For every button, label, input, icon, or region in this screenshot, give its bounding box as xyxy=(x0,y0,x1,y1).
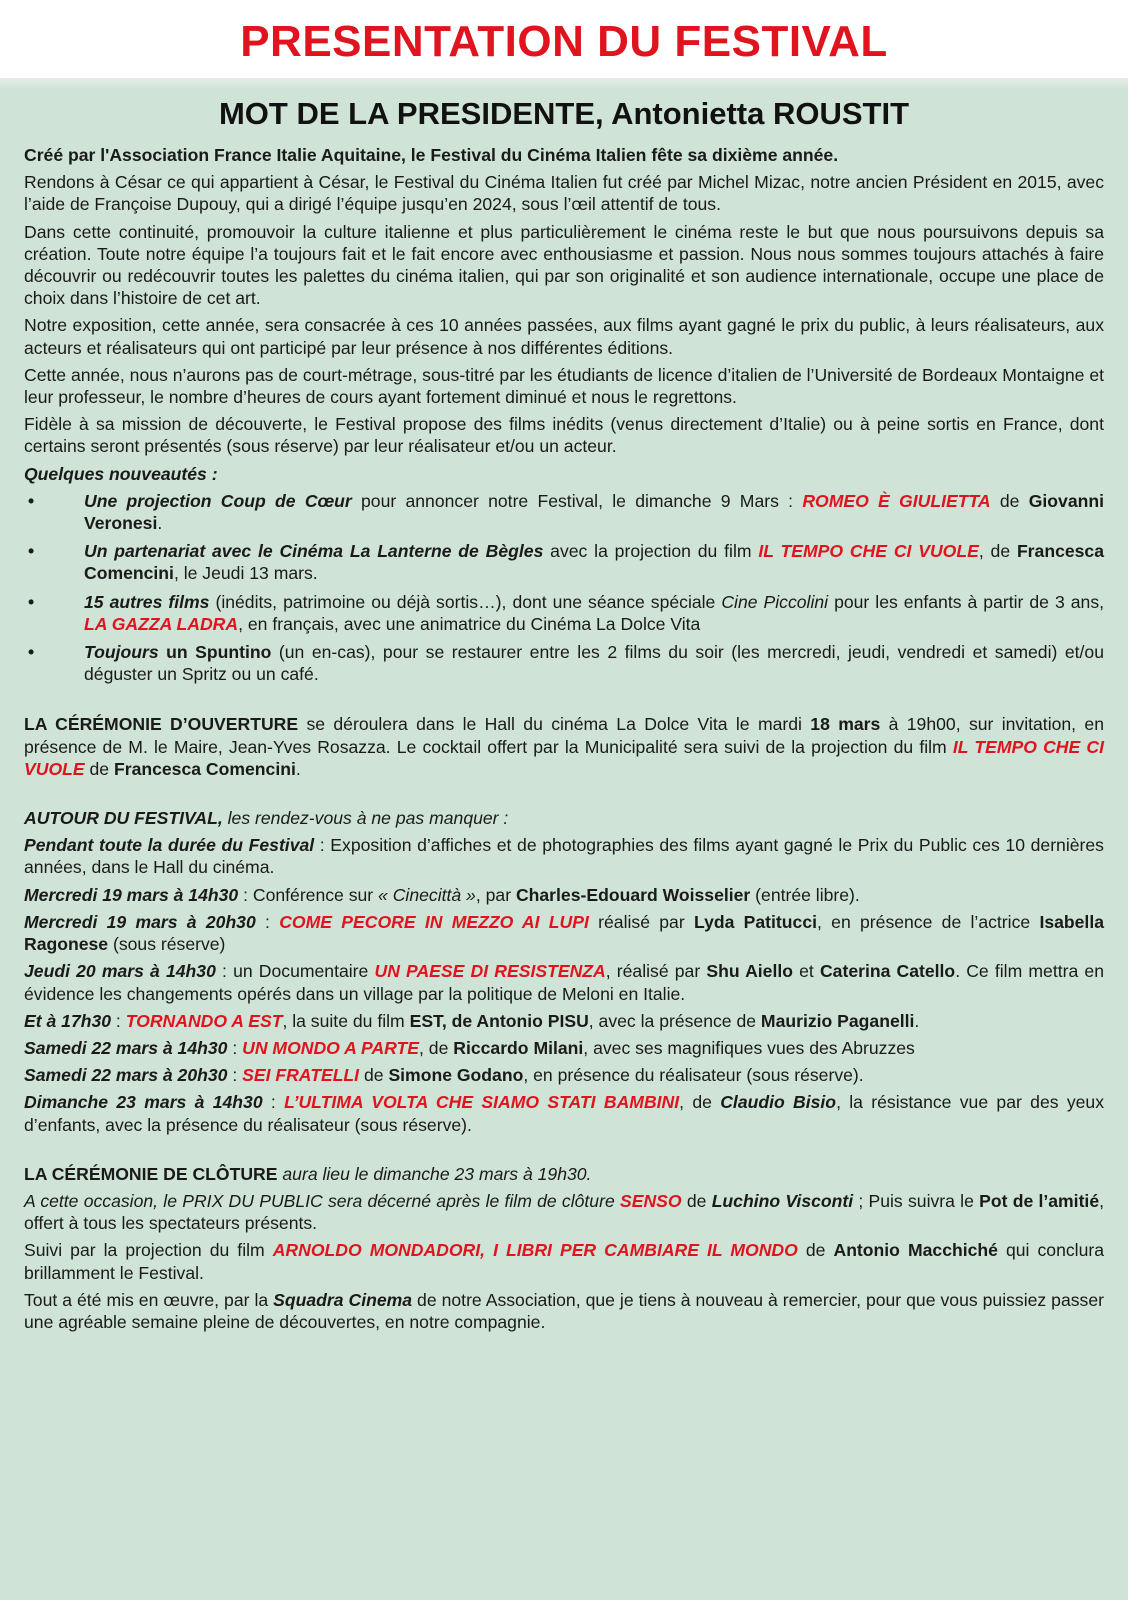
text: : xyxy=(111,1010,126,1031)
opening-ceremony xyxy=(24,713,1104,780)
intro-paragraph-2: Dans cette continuité, promouvoir la culture italienne et plus particulièrement le cinéma reste le but que nous poursuivons depuis sa création. Toute notre équipe l’a toujours fait et le fait encore avec enthousiasme et passion. Nous nous sommes toujours attachés à faire découvrir ou redécouvrir toutes les palettes du cinéma italien, qui par son originalité et son audience internationale, occupe une place de choix dans l’histoire de cet art. xyxy=(24,221,1104,309)
section-sub: les rendez-vous à ne pas manquer : xyxy=(222,808,509,829)
section-lead: AUTOUR DU FESTIVAL, xyxy=(24,808,223,829)
text: , de xyxy=(679,1092,721,1113)
news-heading: Quelques nouveautés : xyxy=(24,463,218,484)
text: , offert à tous les spectateurs présents. xyxy=(24,1190,1104,1234)
text: de xyxy=(797,1240,834,1261)
list-item xyxy=(24,641,1104,685)
person-name: Caterina Catello xyxy=(819,961,956,982)
director-name: Giovanni Veronesi xyxy=(84,490,1104,534)
text: se déroulera dans le Hall du cinéma La Dolce Vita le mardi xyxy=(298,714,811,735)
text: : Conférence sur xyxy=(238,884,379,905)
event-when: Dimanche 23 mars à 14h30 xyxy=(24,1092,263,1113)
text: de xyxy=(84,758,114,779)
event-when: Samedi 22 mars à 20h30 xyxy=(24,1065,228,1086)
event-item xyxy=(24,960,1104,1004)
text: : xyxy=(227,1037,243,1058)
film-title: L’ULTIMA VOLTA CHE SIAMO STATI BAMBINI xyxy=(284,1092,680,1113)
person-name: Lyda Patitucci xyxy=(693,911,817,932)
text: à 19h00, sur invitation, en présence de M. le Maire, Jean-Yves Rosazza. Le cocktail offert par la Municipalité sera suivi de la projection du film xyxy=(24,714,1104,757)
event-item xyxy=(24,911,1104,955)
event-when: Mercredi 19 mars à 20h30 xyxy=(24,911,256,932)
news-list xyxy=(24,490,1104,686)
bold-text: Pot de l’amitié xyxy=(979,1190,1100,1211)
text: . xyxy=(914,1010,920,1031)
date: 18 mars xyxy=(810,714,881,735)
text: de xyxy=(359,1065,389,1086)
page-title: PRESENTATION DU FESTIVAL xyxy=(240,17,888,66)
item-text: de xyxy=(990,490,1029,511)
text: : xyxy=(262,1092,285,1113)
closing-paragraph-3 xyxy=(24,1289,1104,1333)
film-title: IL TEMPO CHE CI VUOLE xyxy=(758,541,979,562)
bullet-icon: • xyxy=(28,642,35,663)
subtitle: MOT DE LA PRESIDENTE, Antonietta ROUSTIT xyxy=(218,96,910,131)
text: Tout a été mis en œuvre, par la xyxy=(24,1289,274,1310)
item-text: pour les enfants à partir de 3 ans, xyxy=(828,591,1105,612)
event-item xyxy=(24,1091,1104,1135)
closing-paragraph-2 xyxy=(24,1239,1104,1283)
list-item xyxy=(24,591,1104,635)
text: : xyxy=(255,911,280,932)
item-text: avec la projection du film xyxy=(543,541,759,562)
event-when: Pendant toute la durée du Festival xyxy=(24,835,315,856)
text: , en présence du réalisateur (sous réserve). xyxy=(523,1065,864,1086)
item-text: (un en-cas), pour se restaurer entre les 2 films du soir (les mercredi, jeudi, vendredi et samedi) et/ou déguster un Spritz ou un café. xyxy=(84,642,1104,685)
spacer xyxy=(24,691,1104,713)
text: de notre Association, que je tiens à nouveau à remercier, pour que vous puissiez passer une agréable semaine pleine de découvertes, en notre compagnie. xyxy=(24,1289,1104,1332)
item-text: pour annoncer notre Festival, le dimanche 9 Mars : xyxy=(351,490,803,511)
text: A cette occasion, le PRIX DU PUBLIC sera décerné après le film de clôture xyxy=(24,1190,620,1211)
item-lead: Un partenariat avec le Cinéma La Lanterne de Bègles xyxy=(84,541,544,562)
text: qui conclura brillamment le Festival. xyxy=(24,1240,1104,1283)
event-item xyxy=(24,834,1104,878)
event-item xyxy=(24,884,1104,906)
closing-heading xyxy=(24,1163,1104,1185)
text: réalisé par xyxy=(588,911,694,932)
section-lead: LA CÉRÉMONIE DE CLÔTURE xyxy=(24,1163,278,1184)
person-name: Antonio Macchiché xyxy=(833,1240,998,1261)
list-item xyxy=(24,490,1104,534)
event-when: Jeudi 20 mars à 14h30 xyxy=(24,961,216,982)
person-name: Shu Aiello xyxy=(706,961,793,982)
event-item xyxy=(24,1037,1104,1059)
bullet-icon: • xyxy=(28,541,35,562)
intro-paragraph-4: Cette année, nous n’aurons pas de court-métrage, sous-titré par les étudiants de licence d’italien de l’Université de Bordeaux Montaigne et leur professeur, le nombre d’heures de cours ayant fortement diminué et nous le regrettons. xyxy=(24,364,1104,408)
film-title: TORNANDO A EST xyxy=(125,1010,283,1031)
text: et xyxy=(792,961,820,982)
film-title: COME PECORE IN MEZZO AI LUPI xyxy=(279,911,589,932)
spacer xyxy=(24,785,1104,807)
text: , avec ses magnifiques vues des Abruzzes xyxy=(583,1037,915,1058)
director-name: Francesca Comencini xyxy=(113,758,296,779)
text: : Exposition d’affiches et de photographies des films ayant gagné le Prix du Public ces 10 dernières années, dans le Hall du cinéma. xyxy=(24,835,1104,878)
bullet-icon: • xyxy=(28,490,35,511)
person-name: Maurizio Paganelli xyxy=(760,1010,915,1031)
film-ref: EST, de Antonio PISU xyxy=(409,1010,589,1031)
item-text: (inédits, patrimoine ou déjà sortis…), dont une séance spéciale xyxy=(209,591,722,612)
text: , avec la présence de xyxy=(588,1010,761,1031)
closing-paragraph-1 xyxy=(24,1190,1104,1234)
around-heading xyxy=(24,807,1104,829)
text: (sous réserve) xyxy=(108,934,226,955)
event-when: Mercredi 19 mars à 14h30 xyxy=(24,884,239,905)
item-text: , en français, avec une animatrice du Cinéma La Dolce Vita xyxy=(238,613,701,634)
section-sub: aura lieu le dimanche 23 mars à 19h30. xyxy=(277,1163,592,1184)
event-when: Samedi 22 mars à 14h30 xyxy=(24,1037,228,1058)
intro-paragraph-3: Notre exposition, cette année, sera consacrée à ces 10 années passées, aux films ayant gagné le prix du public, à leurs réalisateurs, aux acteurs et réalisateurs qui ont participé par leur présence à nos différentes éditions. xyxy=(24,315,1104,358)
item-text: , de xyxy=(978,541,1017,562)
text: . xyxy=(295,758,301,779)
film-title: ARNOLDO MONDADORI, I LIBRI PER CAMBIARE IL MONDO xyxy=(272,1240,798,1261)
film-title: UN MONDO A PARTE xyxy=(242,1037,420,1058)
text: , réalisé par xyxy=(605,961,707,982)
item-text: . xyxy=(157,513,163,534)
section-lead: LA CÉRÉMONIE D’OUVERTURE xyxy=(24,714,299,735)
text: , par xyxy=(475,884,516,905)
item-lead: Une projection Coup de Cœur xyxy=(84,490,352,511)
item-bold: un Spuntino xyxy=(158,642,272,663)
person-name: Claudio Bisio xyxy=(720,1092,837,1113)
article xyxy=(24,90,1104,1338)
item-text: , le Jeudi 13 mars. xyxy=(173,563,318,584)
bold-text: Squadra Cinema xyxy=(273,1289,413,1310)
person-name: Charles-Edouard Woisselier xyxy=(515,884,751,905)
list-item xyxy=(24,540,1104,584)
director-name: Francesca Comencini xyxy=(84,541,1104,584)
event-item xyxy=(24,1010,1104,1032)
event-italic: « Cinecittà » xyxy=(378,884,476,905)
event-item xyxy=(24,1064,1104,1086)
text: Suivi par la projection du film xyxy=(24,1240,273,1261)
text: , de xyxy=(419,1037,454,1058)
film-title: IL TEMPO CHE CI VUOLE xyxy=(24,736,1104,779)
text: : un Documentaire xyxy=(215,961,375,982)
item-lead: 15 autres films xyxy=(84,591,210,612)
text: : xyxy=(227,1065,243,1086)
intro-lead: Créé par l'Association France Italie Aquitaine, le Festival du Cinéma Italien fête sa dixième année. xyxy=(24,145,839,165)
text: ; Puis suivra le xyxy=(853,1190,980,1211)
text: de xyxy=(681,1190,712,1211)
item-italic: Cine Piccolini xyxy=(721,591,829,612)
person-name: Riccardo Milani xyxy=(453,1037,584,1058)
text: , en présence de l’actrice xyxy=(817,911,1040,932)
person-name: Isabella Ragonese xyxy=(24,911,1104,955)
text: . Ce film mettra en évidence les changements opérés dans un village par la politique de Meloni en Italie. xyxy=(24,961,1104,1004)
film-title: SENSO xyxy=(620,1190,682,1211)
item-lead: Toujours xyxy=(84,642,159,663)
film-title: LA GAZZA LADRA xyxy=(84,613,239,634)
bullet-icon: • xyxy=(28,591,35,612)
text: (entrée libre). xyxy=(750,884,860,905)
text: , la résistance vue par des yeux d’enfants, avec la présence du réalisateur (sous réserve). xyxy=(24,1092,1105,1135)
intro-paragraph-5: Fidèle à sa mission de découverte, le Festival propose des films inédits (venus directement d’Italie) ou à peine sortis en France, dont certains seront présentés (sous réserve) par leur réalisateur et/ou un acteur. xyxy=(24,414,1104,457)
text: , la suite du film xyxy=(282,1010,410,1031)
film-title: ROMEO È GIULIETTA xyxy=(802,490,991,511)
intro-paragraph-1: Rendons à César ce qui appartient à César, le Festival du Cinéma Italien fut créé par Michel Mizac, notre ancien Président en 2015, avec l’aide de Françoise Dupouy, qui a dirigé l’équipe jusqu’en 2024, sous l’œil attentif de tous. xyxy=(24,172,1104,215)
person-name: Luchino Visconti xyxy=(711,1190,854,1211)
event-when: Et à 17h30 xyxy=(24,1010,112,1031)
film-title: UN PAESE DI RESISTENZA xyxy=(374,961,606,982)
spacer xyxy=(24,1141,1104,1163)
person-name: Simone Godano xyxy=(388,1065,524,1086)
film-title: SEI FRATELLI xyxy=(242,1065,360,1086)
